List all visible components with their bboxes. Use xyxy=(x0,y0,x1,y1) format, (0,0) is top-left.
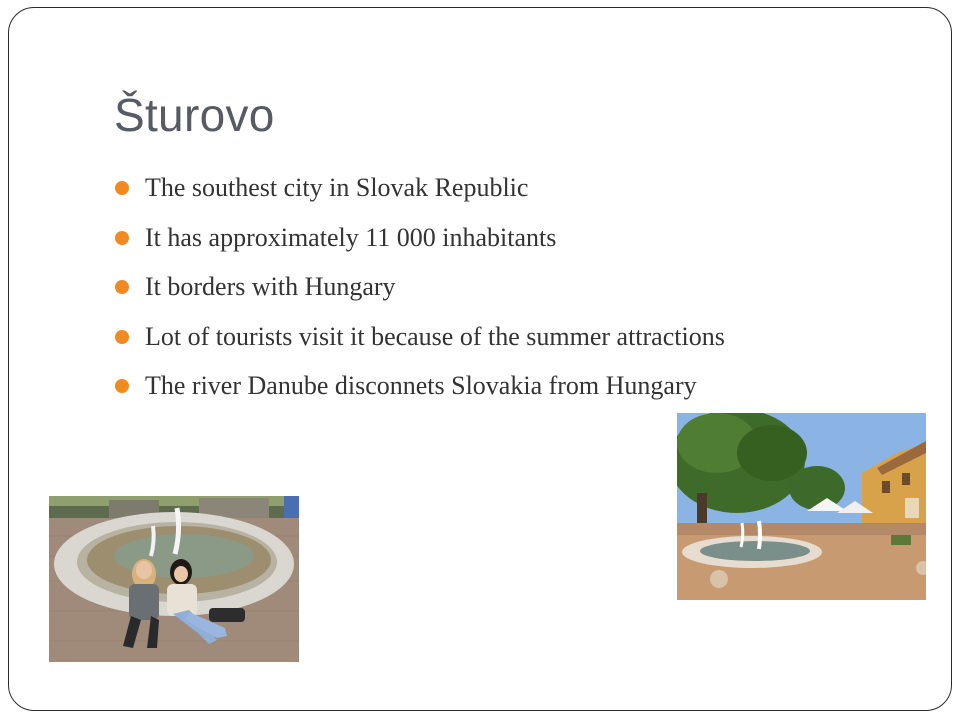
bullet-text: The southest city in Slovak Republic xyxy=(145,173,529,202)
bullet-item xyxy=(115,312,725,362)
bullet-item xyxy=(115,361,725,411)
bullet-text: It has approximately 11 000 inhabitants xyxy=(145,222,557,252)
bullet-text: It borders with Hungary xyxy=(145,272,396,301)
slide-title: Šturovo xyxy=(114,89,275,141)
bullet-dot-icon xyxy=(115,181,129,195)
photo-girls-at-fountain xyxy=(49,496,299,662)
bullet-list xyxy=(115,163,725,411)
photo-town-square xyxy=(677,413,926,600)
bullet-text: Lot of tourists visit it because of the summer attractions xyxy=(145,321,725,351)
bullet-item xyxy=(115,163,725,213)
bullet-text: The river Danube disconnets Slovakia from Hungary xyxy=(145,371,697,400)
bullet-dot-icon xyxy=(115,280,129,294)
bullet-dot-icon xyxy=(115,379,129,393)
bullet-item xyxy=(115,262,725,312)
bullet-dot-icon xyxy=(115,330,129,344)
bullet-dot-icon xyxy=(115,231,129,245)
bullet-item xyxy=(115,213,725,263)
